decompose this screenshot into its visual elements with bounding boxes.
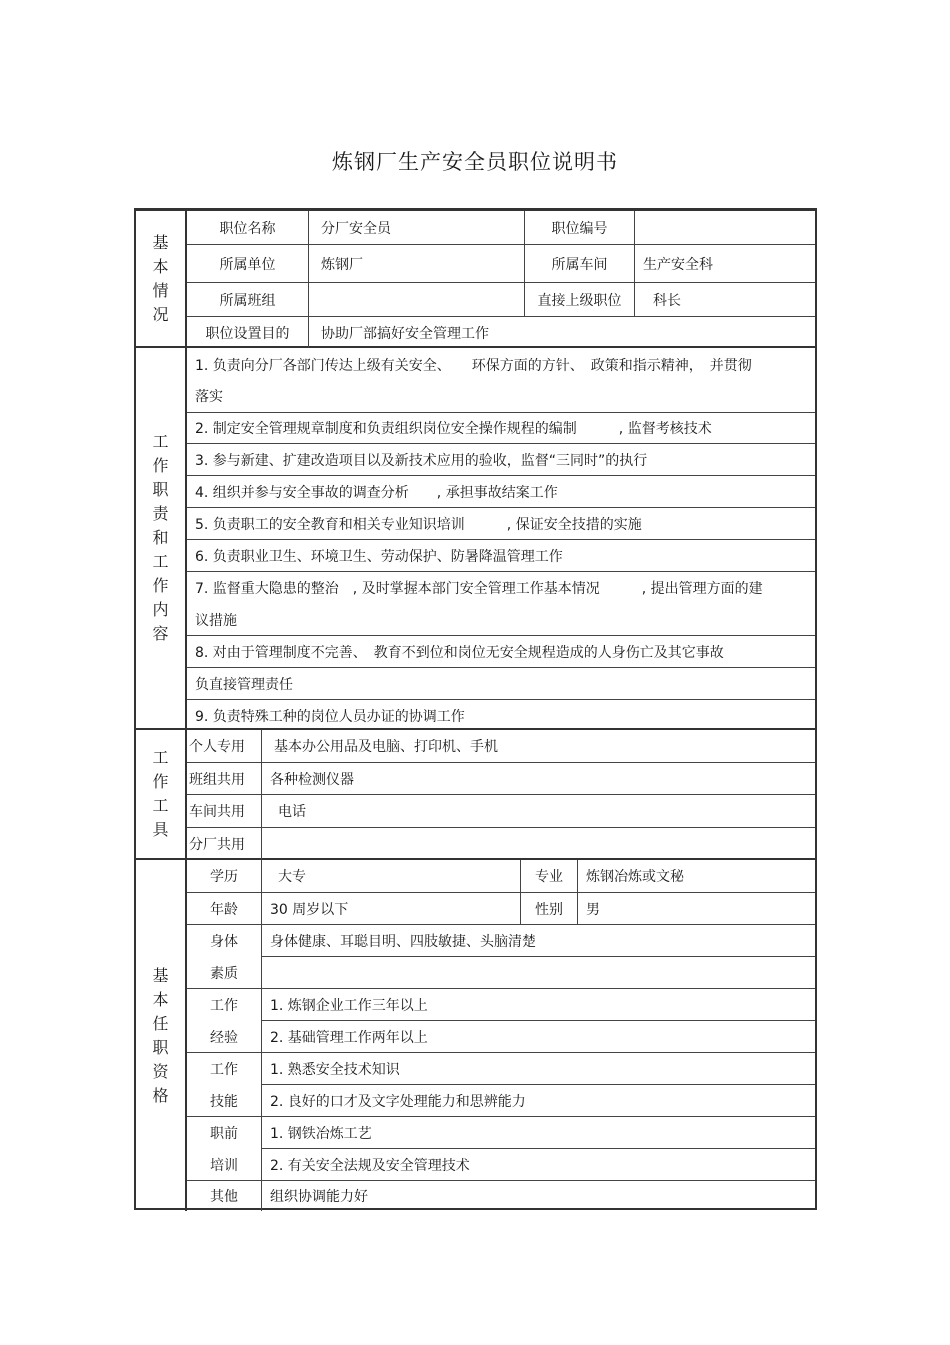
experience-label-2: 经验: [210, 1030, 238, 1046]
basic-row-team: [187, 283, 815, 317]
position-no-value: [634, 211, 815, 244]
tool-row-personal: [187, 730, 815, 763]
qual-row-skills: [187, 1053, 815, 1117]
tool-row-workshop: [187, 795, 815, 828]
duty-divider: [187, 699, 815, 700]
workshop-label: 所属车间: [524, 245, 634, 282]
physical-value-1: 身体健康、耳聪目明、四肢敏捷、头脑清楚: [261, 925, 815, 957]
duties-list: [187, 348, 815, 728]
experience-value-1: 1. 炼钢企业工作三年以上: [261, 989, 815, 1021]
skills-value-1: 1. 熟悉安全技术知识: [261, 1053, 815, 1085]
tool-workshop-label: 车间共用: [189, 804, 245, 820]
basic-row-position: [187, 211, 815, 245]
gender-value: 男: [577, 893, 815, 924]
tool-team-value: 各种检测仪器: [261, 763, 815, 794]
tools-label: 工作工具: [152, 748, 169, 839]
team-label: 所属班组: [219, 292, 276, 309]
basic-row-unit: [187, 245, 815, 283]
physical-label-2: 素质: [210, 966, 238, 982]
duties-label-cell: [136, 348, 187, 728]
qual-row-physical: [187, 925, 815, 989]
duty-item-5: 5. 负责职工的安全教育和相关专业知识培训 , 保证安全技措的实施: [195, 517, 642, 533]
experience-value-2: 2. 基础管理工作两年以上: [261, 1021, 815, 1053]
education-value: 大专: [261, 860, 520, 892]
basic-info-section: [136, 211, 815, 348]
duty-divider: [187, 667, 815, 668]
skills-label-1: 工作: [210, 1062, 238, 1078]
tool-personal-value: 基本办公用品及电脑、打印机、手机: [261, 730, 815, 762]
tool-plant-value: [261, 828, 815, 860]
education-label: 学历: [210, 869, 238, 885]
duty-divider: [187, 507, 815, 508]
unit-value: 炼钢厂: [308, 245, 524, 282]
position-name-value: 分厂安全员: [308, 211, 524, 244]
experience-label-1: 工作: [210, 998, 238, 1014]
qual-row-education: [187, 860, 815, 893]
duty-item-1-line1: 1. 负责向分厂各部门传达上级有关安全、 环保方面的方针、 政策和指示精神， 并贯彻: [195, 358, 752, 374]
purpose-label: 职位设置目的: [205, 325, 290, 342]
duty-item-6: 6. 负责职业卫生、环境卫生、劳动保护、防暑降温管理工作: [195, 549, 563, 565]
age-label: 年龄: [210, 901, 238, 918]
superior-label: 直接上级职位: [524, 283, 634, 316]
job-description-table: [134, 208, 817, 1210]
qual-row-training: [187, 1117, 815, 1181]
training-value-1: 1. 钢铁冶炼工艺: [261, 1117, 815, 1149]
tool-row-team: [187, 763, 815, 795]
qualification-label-cell: [136, 860, 187, 1211]
qual-row-age: [187, 893, 815, 925]
purpose-value: 协助厂部搞好安全管理工作: [308, 317, 815, 348]
major-value: 炼钢冶炼或文秘: [577, 860, 815, 892]
duty-item-8-line1: 8. 对由于管理制度不完善、 教育不到位和岗位无安全规程造成的人身伤亡及其它事故: [195, 645, 724, 661]
tool-row-plant: [187, 828, 815, 860]
duty-divider: [187, 412, 815, 413]
skills-value-2: 2. 良好的口才及文字处理能力和思辨能力: [261, 1085, 815, 1117]
duty-item-3: 3. 参与新建、扩建改造项目以及新技术应用的验收，监督“三同时”的执行: [195, 453, 648, 469]
tools-label-cell: [136, 730, 187, 858]
physical-label-1: 身体: [210, 934, 238, 950]
gender-label: 性别: [520, 893, 577, 924]
training-value-2: 2. 有关安全法规及安全管理技术: [261, 1149, 815, 1181]
duty-item-4: 4. 组织并参与安全事故的调查分析 , 承担事故结案工作: [195, 485, 558, 501]
duty-divider: [187, 571, 815, 572]
duty-item-1-line2: 落实: [195, 389, 223, 405]
basic-info-label-cell: [136, 211, 187, 346]
duty-item-9: 9. 负责特殊工种的岗位人员办证的协调工作: [195, 709, 465, 725]
duties-section: [136, 348, 815, 730]
other-label: 其他: [210, 1189, 238, 1205]
duty-item-7-line2: 议措施: [195, 613, 237, 629]
duty-divider: [187, 475, 815, 476]
training-label-1: 职前: [210, 1126, 238, 1142]
tools-section: [136, 730, 815, 860]
major-label: 专业: [520, 860, 577, 892]
qualification-section: [136, 860, 815, 1211]
document-title: 炼钢厂生产安全员职位说明书: [332, 150, 618, 174]
duty-divider: [187, 443, 815, 444]
workshop-value: 生产安全科: [634, 245, 815, 282]
superior-value: 科长: [634, 283, 815, 316]
duties-label: 工作职责和工作内容: [152, 432, 169, 643]
unit-label: 所属单位: [219, 256, 276, 273]
duty-item-7-line1: 7. 监督重大隐患的整治 , 及时掌握本部门安全管理工作基本情况 , 提出管理方面的建: [195, 581, 763, 597]
physical-value-2: [261, 957, 815, 989]
duty-item-2: 2. 制定安全管理规章制度和负责组织岗位安全操作规程的编制 , 监督考核技术: [195, 421, 712, 437]
basic-info-label: 基本情况: [152, 232, 169, 324]
position-name-label: 职位名称: [219, 220, 276, 237]
age-value: 30 周岁以下: [261, 893, 520, 924]
tool-workshop-value: 电话: [261, 795, 815, 827]
tool-plant-label: 分厂共用: [189, 837, 245, 853]
team-value: [308, 283, 524, 316]
other-value: 组织协调能力好: [261, 1181, 815, 1211]
basic-row-purpose: [187, 317, 815, 348]
qual-row-other: [187, 1181, 815, 1211]
qualification-label: 基本任职资格: [152, 965, 169, 1105]
position-no-label: 职位编号: [524, 211, 634, 244]
tool-team-label: 班组共用: [189, 771, 245, 788]
training-label-2: 培训: [210, 1158, 238, 1174]
duty-item-8-line2: 负直接管理责任: [195, 677, 293, 693]
tool-personal-label: 个人专用: [189, 739, 245, 755]
qual-row-experience: [187, 989, 815, 1053]
skills-label-2: 技能: [210, 1094, 238, 1110]
duty-divider: [187, 635, 815, 636]
duty-divider: [187, 539, 815, 540]
